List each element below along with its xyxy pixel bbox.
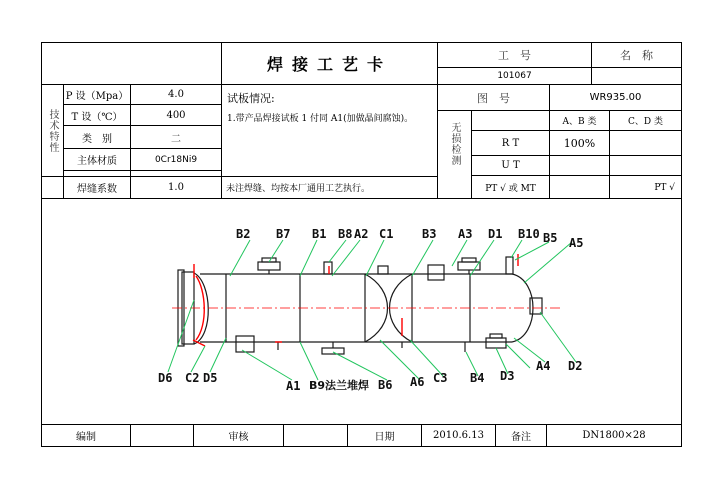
- compile-value: [131, 425, 193, 446]
- weld-label: B5: [543, 231, 558, 245]
- weld-label: B9法兰堆焊: [309, 379, 370, 392]
- pt-ab-value: PT √ 或 MT: [485, 184, 536, 194]
- tech-row-label: T 设（℃）: [71, 111, 123, 123]
- weld-label: B10: [518, 227, 540, 241]
- weld-label: A3: [458, 227, 473, 241]
- tech-row-value: 1.0: [168, 182, 184, 193]
- weld-label: B4: [470, 371, 485, 385]
- tech-row-label: 焊缝系数: [77, 184, 117, 195]
- test-plate-text: 1.带产品焊接试板 1 付同 A1(加做晶间腐蚀)。: [227, 114, 414, 124]
- weld-label: D1: [488, 227, 503, 241]
- weld-label: B7: [276, 227, 291, 241]
- weld-label: D5: [203, 371, 218, 385]
- rt-ab-value: 100%: [563, 136, 596, 150]
- review-label: 审核: [228, 432, 249, 443]
- date-value: 2010.6.13: [433, 430, 484, 441]
- date-label: 日期: [374, 432, 395, 443]
- weld-label: B8: [338, 227, 353, 241]
- weld-label: A6: [410, 375, 425, 389]
- tech-row-value: 4.0: [168, 89, 184, 100]
- tech-row-value: 二: [171, 133, 181, 145]
- weld-label: C1: [379, 227, 394, 241]
- weld-marks: [193, 254, 518, 346]
- weld-label: B3: [422, 227, 437, 241]
- tech-row-label: 主体材质: [77, 156, 117, 167]
- review-value: [284, 425, 347, 446]
- weld-labels: [158, 227, 583, 393]
- tech-row-label: P 设（Mpa）: [65, 91, 129, 102]
- ndt-group-label: 无损检测: [449, 122, 460, 166]
- compile-label: 编制: [76, 432, 96, 443]
- rt-label: R T: [501, 137, 520, 149]
- weld-label: A1: [286, 379, 301, 393]
- weld-label: A4: [536, 359, 551, 373]
- pt-cd-value: PT √: [654, 182, 675, 193]
- weld-leaders: [168, 240, 576, 380]
- card-title: 焊接工艺卡: [266, 55, 392, 74]
- test-plate-title: 试板情况:: [227, 92, 275, 105]
- remark-value: DN1800×28: [582, 430, 646, 441]
- col-cd-header: C、D 类: [628, 117, 663, 127]
- weld-label: B1: [312, 227, 327, 241]
- weld-label: D3: [500, 369, 515, 383]
- default-weld-note: 未注焊缝、均按本厂通用工艺执行。: [226, 184, 371, 194]
- remark-label: 备注: [511, 432, 531, 443]
- weld-label: C2: [185, 371, 200, 385]
- job-no-label: 工 号: [498, 49, 531, 62]
- weld-label: B2: [236, 227, 251, 241]
- tech-group-label: 技术特性: [47, 108, 58, 153]
- weld-label: A5: [569, 236, 584, 250]
- drawing-no-label: 图 号: [477, 91, 510, 105]
- weld-label: D6: [158, 371, 173, 385]
- weld-label: B6: [378, 378, 393, 392]
- tech-row-value: 400: [166, 109, 186, 121]
- tech-row-value: 0Cr18Ni9: [154, 154, 198, 165]
- drawing-no-value: WR935.00: [589, 92, 642, 103]
- weld-label: D2: [568, 359, 583, 373]
- col-ab-header: A、B 类: [562, 117, 597, 127]
- ut-label: U T: [501, 160, 520, 171]
- tech-row-label: 类 别: [82, 133, 112, 145]
- weld-label: A2: [354, 227, 369, 241]
- job-no-value: 101067: [497, 71, 532, 81]
- weld-label: C3: [433, 371, 448, 385]
- name-label: 名 称: [620, 49, 653, 62]
